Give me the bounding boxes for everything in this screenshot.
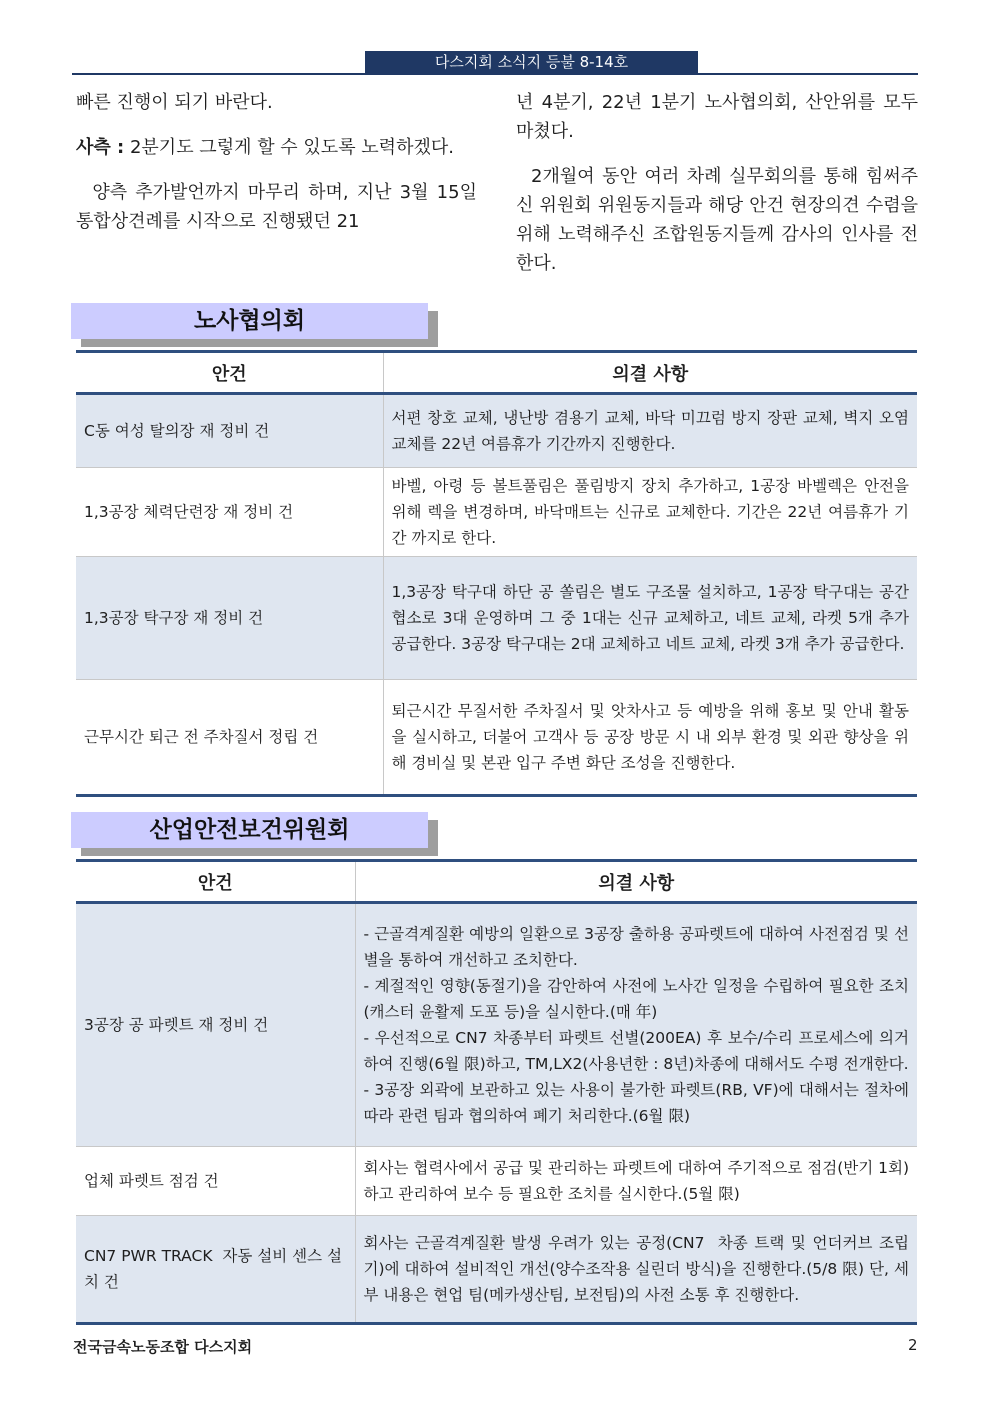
decision-cell: 서편 창호 교체, 냉난방 겸용기 교체, 바닥 미끄럼 방지 장판 교체, 벽지 오염 교체를 22년 여름휴가 기간까지 진행한다. xyxy=(383,394,917,468)
safety-committee-table xyxy=(76,859,917,1325)
intro-paragraph: 빠른 진행이 되기 바란다. xyxy=(76,92,273,113)
table-row xyxy=(76,394,917,468)
section-title: 산업안전보건위원회 xyxy=(71,812,428,848)
agenda-cell: 업체 파렛트 점검 건 xyxy=(76,1147,355,1216)
decision-line: 회사는 근골격계질환 발생 우려가 있는 공정(CN7 차종 트랙 및 언더커브 조립기)에 대하여 설비적인 개선(양수조작용 실린더 방식)을 진행한다.(5/8 限) 단, 세부 내용은 현업 팀(메카생산팀, 보전팀)의 사전 소통 후 진행한다. xyxy=(363,1234,909,1304)
table-row xyxy=(76,468,917,557)
table-row xyxy=(76,1216,917,1324)
column-header-decision: 의결 사항 xyxy=(355,861,917,903)
decision-line: 회사는 협력사에서 공급 및 관리하는 파렛트에 대하여 주기적으로 점검(반기 1회)하고 관리하여 보수 등 필요한 조치를 실시한다.(5월 限) xyxy=(363,1159,909,1203)
newsletter-title: 다스지회 소식지 등불 8-14호 xyxy=(365,51,698,73)
table-row xyxy=(76,557,917,680)
decision-line: - 근골격계질환 예방의 일환으로 3공장 출하용 공파렛트에 대하여 사전점검 및 선별을 통하여 개선하고 조치한다. xyxy=(363,925,909,969)
column-header-agenda: 안건 xyxy=(76,352,383,394)
speaker-label: 사측 : xyxy=(76,137,125,158)
table-header-row xyxy=(76,352,917,394)
decision-cell xyxy=(355,1147,917,1216)
intro-paragraph: 2개월여 동안 여러 차례 실무회의를 통해 힘써주신 위원회 위원동지들과 해당 안건 현장의견 수렴을 위해 노력해주신 조합원동지들께 감사의 인사를 전한다. xyxy=(516,166,924,274)
intro-paragraph: 사측 : 2분기도 그렇게 할 수 있도록 노력하겠다. xyxy=(76,137,454,158)
decision-cell xyxy=(355,903,917,1147)
intro-paragraph: 년 4분기, 22년 1분기 노사협의회, 산안위를 모두 마쳤다. xyxy=(516,92,918,142)
decision-cell xyxy=(355,1216,917,1324)
decision-cell: 퇴근시간 무질서한 주차질서 및 앗차사고 등 예방을 위해 홍보 및 안내 활동을 실시하고, 더불어 고객사 등 공장 방문 시 내 외부 환경 및 외관 향상을 위해 경비실 및 본관 입구 주변 화단 조성을 진행한다. xyxy=(383,680,917,796)
decision-cell: 1,3공장 탁구대 하단 공 쏠림은 별도 구조물 설치하고, 1공장 탁구대는 공간협소로 3대 운영하며 그 중 1대는 신규 교체하고, 네트 교체, 라켓 5개 추가 공급한다. 3공장 탁구대는 2대 교체하고 네트 교체, 라켓 3개 추가 공급한다. xyxy=(383,557,917,680)
page-number: 2 xyxy=(908,1336,918,1354)
footer-organization: 전국금속노동조합 다스지회 xyxy=(73,1338,253,1356)
header-rule xyxy=(72,73,918,75)
decision-cell: 바벨, 아령 등 볼트풀림은 풀림방지 장치 추가하고, 1공장 바벨렉은 안전을 위해 렉을 변경하며, 바닥매트는 신규로 교체한다. 기간은 22년 여름휴가 기간 까지로 한다. xyxy=(383,468,917,557)
table-row xyxy=(76,680,917,796)
decision-line: - 우선적으로 CN7 차종부터 파렛트 선별(200EA) 후 보수/수리 프로세스에 의거하여 진행(6월 限)하고, TM,LX2(사용년한 : 8년)차종에 대해서도 수평 전개한다. xyxy=(363,1029,909,1073)
agenda-cell: CN7 PWR TRACK 자동 설비 센스 설치 건 xyxy=(76,1216,355,1324)
labor-council-table xyxy=(76,350,917,797)
intro-right-column xyxy=(516,88,924,294)
table-row xyxy=(76,903,917,1147)
section-title: 노사협의회 xyxy=(71,303,428,339)
decision-line: - 계절적인 영향(동절기)을 감안하여 사전에 노사간 일정을 수립하여 필요한 조치(캐스터 윤활제 도포 등)을 실시한다.(매 年) xyxy=(363,977,909,1021)
agenda-cell: 1,3공장 탁구장 재 정비 건 xyxy=(76,557,383,680)
agenda-cell: 1,3공장 체력단련장 재 정비 건 xyxy=(76,468,383,557)
page-header xyxy=(72,51,918,75)
decision-line: - 3공장 외곽에 보관하고 있는 사용이 불가한 파렛트(RB, VF)에 대해서는 절차에 따라 관련 팀과 협의하여 폐기 처리한다.(6월 限) xyxy=(363,1081,909,1125)
table-row xyxy=(76,1147,917,1216)
agenda-cell: C동 여성 탈의장 재 정비 건 xyxy=(76,394,383,468)
table-header-row xyxy=(76,861,917,903)
column-header-agenda: 안건 xyxy=(76,861,355,903)
agenda-cell: 근무시간 퇴근 전 주차질서 정립 건 xyxy=(76,680,383,796)
column-header-decision: 의결 사항 xyxy=(383,352,917,394)
agenda-cell: 3공장 공 파렛트 재 정비 건 xyxy=(76,903,355,1147)
intro-paragraph: 양측 추가발언까지 마무리 하며, 지난 3월 15일 통합상견례를 시작으로 진행됐던 21 xyxy=(76,182,483,232)
intro-left-column xyxy=(76,88,483,252)
